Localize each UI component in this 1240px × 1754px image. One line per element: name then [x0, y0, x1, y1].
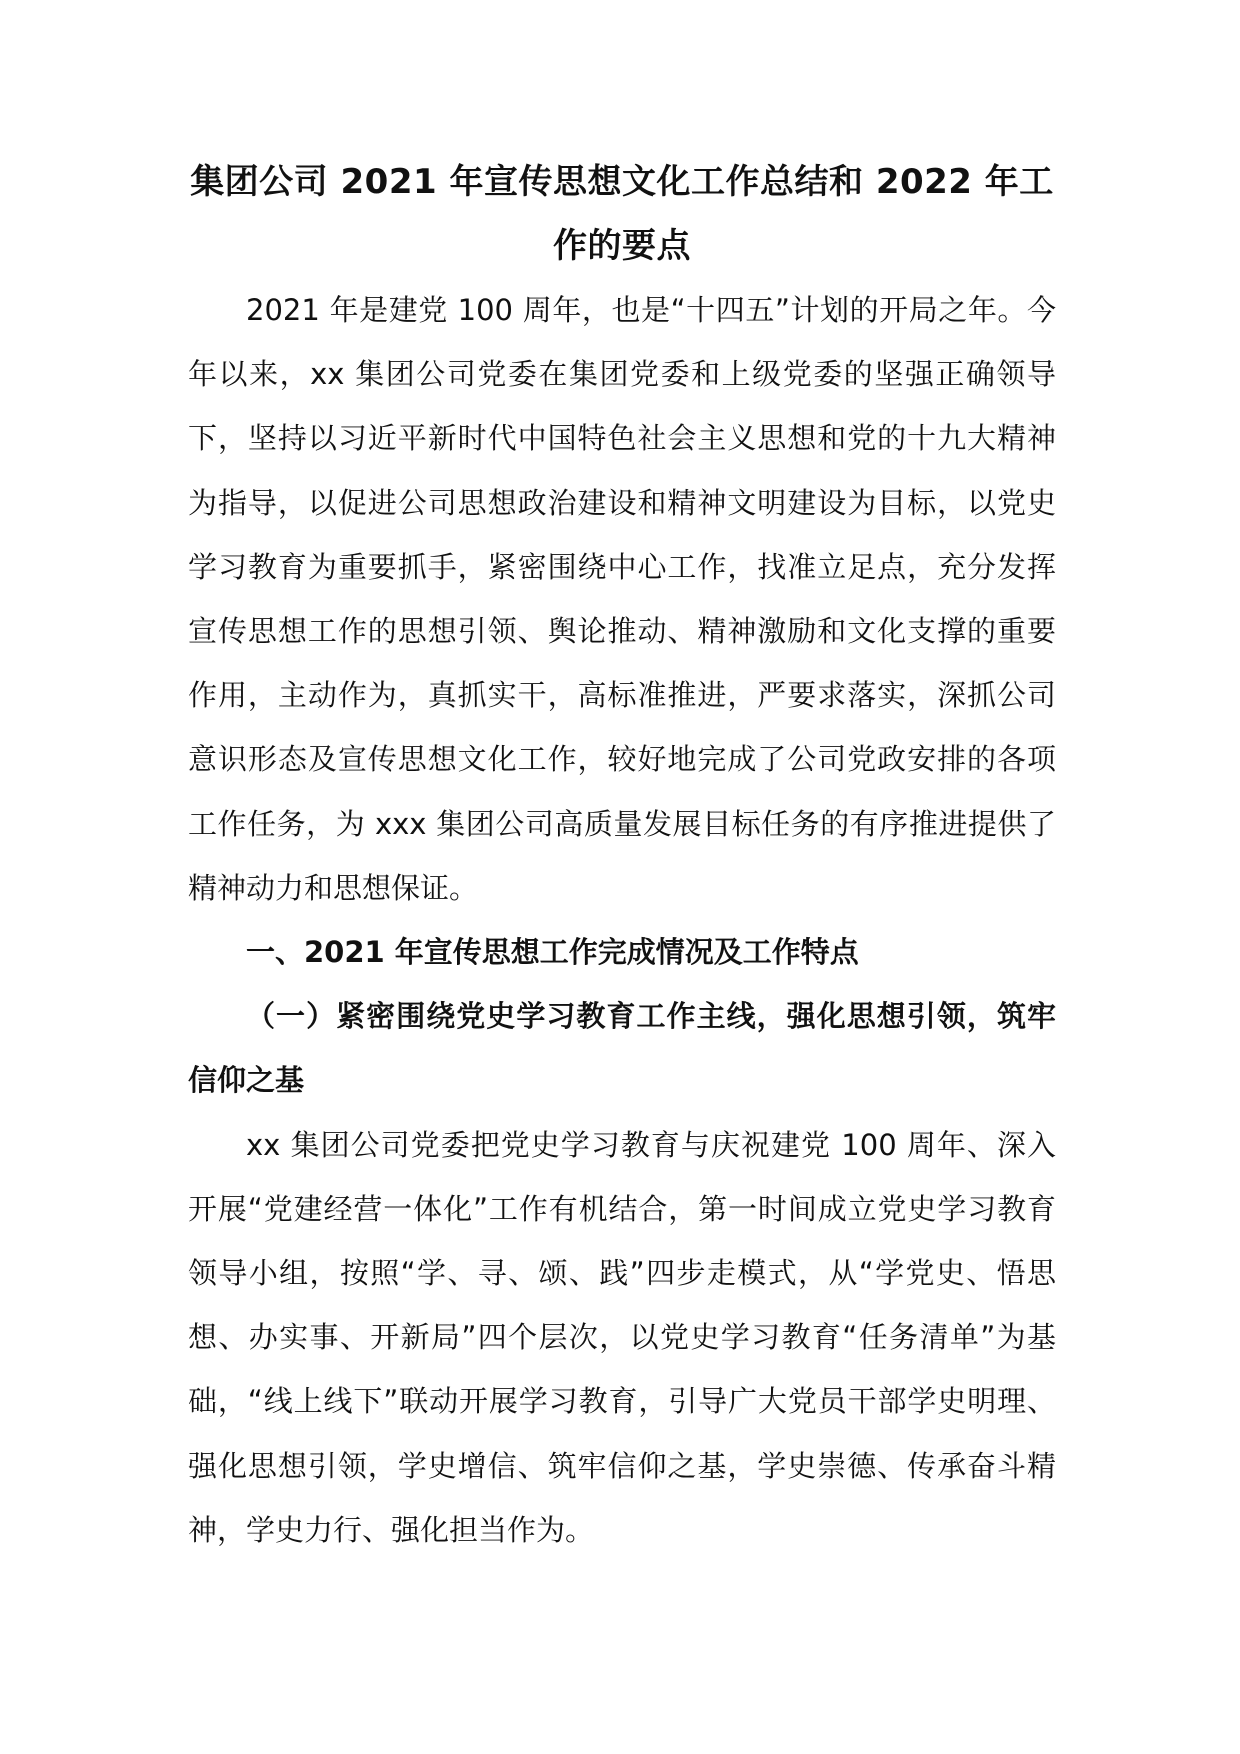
intro-paragraph: 2021 年是建党 100 周年，也是“十四五”计划的开局之年。今年以来，xx 集团公司党委在集团党委和上级党委的坚强正确领导下，坚持以习近平新时代中国特色社会主义思想和党的十九大精神为指导，以促进公司思想政治建设和精神文明建设为目标，以党史学习教育为重要抓手，紧密围绕中心工作，找准立足点，充分发挥宣传思想工作的思想引领、舆论推动、精神激励和文化支撑的重要作用，主动作为，真抓实干，高标准推进，严要求落实，深抓公司意识形态及宣传思想文化工作，较好地完成了公司党政安排的各项工作任务，为 xxx 集团公司高质量发展目标任务的有序推进提供了精神动力和思想保证。 — [188, 293, 1056, 905]
section-heading: 一、2021 年宣传思想工作完成情况及工作特点 — [246, 935, 859, 970]
document-page — [188, 150, 1056, 1562]
subsection-paragraph: xx 集团公司党委把党史学习教育与庆祝建党 100 周年、深入开展“党建经营一体化”工作有机结合，第一时间成立党史学习教育领导小组，按照“学、寻、颂、践”四步走模式，从“学党史、悟思想、办实事、开新局”四个层次，以党史学习教育“任务清单”为基础，“线上线下”联动开展学习教育，引导广大党员干部学史明理、强化思想引领，学史增信、筑牢信仰之基，学史崇德、传承奋斗精神，学史力行、强化担当作为。 — [188, 1127, 1056, 1547]
document-title: 集团公司 2021 年宣传思想文化工作总结和 2022 年工作的要点 — [190, 162, 1054, 266]
subsection-heading: （一）紧密围绕党史学习教育工作主线，强化思想引领，筑牢信仰之基 — [188, 999, 1056, 1098]
